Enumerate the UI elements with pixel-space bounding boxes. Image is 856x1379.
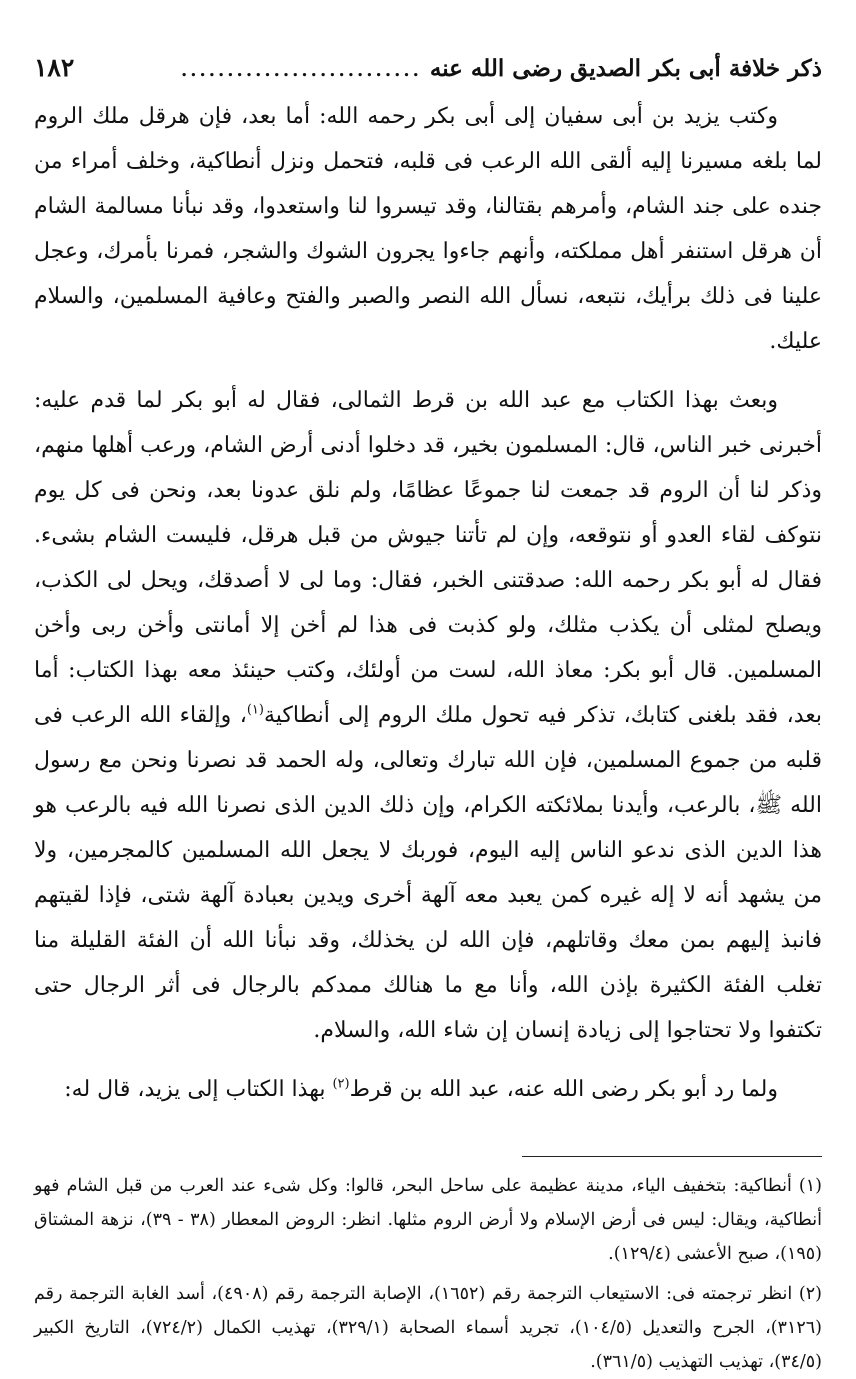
footnotes (34, 1169, 822, 1379)
paragraph-text: ولما رد أبو بكر رضى الله عنه، عبد الله بن قرط (349, 1077, 778, 1102)
paragraph-text: وبعث بهذا الكتاب مع عبد الله بن قرط الثمالى، فقال له أبو بكر لما قدم عليه: أخبرنى خبر الناس، قال: المسلمون بخير، قد دخلوا أدنى أرض الشام، ورعب أهلها منهم، وذكر لنا أن الروم قد جمعت لنا جموعًا عظامًا، ولم نلق عدونا بعد، ونحن فى كل يوم نتوكف لقاء العدو أو نتوقعه، وإن لم تأتنا جيوش من قبل هرقل، فليست الشام بشىء. فقال له أبو بكر رحمه الله: صدقتنى الخبر، فقال: وما لى لا أصدقك، ويحل لى الكذب، ويصلح لمثلى أن يكذب مثلك، ولو كذبت فى هذا لم أخن إلا أمانتى وأخن ربى وأخن المسلمين. قال أبو بكر: معاذ الله، لست من أولئك، وكتب حينئذ معه بهذا الكتاب: أما بعد، فقد بلغنى كتابك، تذكر فيه تحول ملك الروم إلى أنطاكية (34, 388, 823, 728)
paragraph-abu-bakr-reply (34, 378, 822, 1053)
footnote-ref-1: (١) (246, 702, 264, 718)
footnote-divider (522, 1156, 822, 1157)
book-page (34, 48, 823, 1372)
running-header (34, 48, 822, 88)
body-text (34, 94, 822, 1112)
paragraph-yazid-letter: وكتب يزيد بن أبى سفيان إلى أبى بكر رحمه الله: أما بعد، فإن هرقل ملك الروم لما بلغه مسيرنا إليه ألقى الله الرعب فى قلبه، فتحمل ونزل أنطاكية، وخلف أمراء من جنده على جند الشام، وأمرهم بقتالنا، وقد تيسروا لنا واستعدوا، وقد نبأنا مسالمة الشام أن هرقل استنفر أهل مملكته، وأنهم جاءوا يجرون الشوك والشجر، فمرنا بأمرك، وعجل علينا فى ذلك برأيك، نتبعه، نسأل الله النصر والصبر والفتح وعافية المسلمين، والسلام عليك. (34, 104, 822, 354)
paragraph-text: ، وإلقاء الله الرعب فى قلبه من جموع المسلمين، فإن الله تبارك وتعالى، وله الحمد قد نصرنا ونحن مع رسول الله ﷺ، بالرعب، وأيدنا بملائكته الكرام، وإن ذلك الدين الذى نصرنا الله فيه بالرعب هو هذا الدين الذى ندعو الناس إليه اليوم، فوربك لا يجعل الله المسلمين كالمجرمين، ولا من يشهد أنه لا إله غيره كمن يعبد معه آلهة أخرى ويدين بعبادة آلهة شتى، فإذا لقيتهم فانبذ إليهم بمن معك وقاتلهم، فإن الله لن يخذلك، وقد نبأنا الله أن الفئة القليلة منا تغلب الفئة الكثيرة بإذن الله، وأنا مع ما هنالك ممدكم بالرجال فى أثر الرجال حتى تكتفوا ولا تحتاجوا إلى زيادة إنسان إن شاء الله، والسلام. (34, 703, 822, 1043)
header-leader-dots: .......................... (180, 60, 422, 81)
paragraph-closing (34, 1067, 822, 1112)
header-title: ذكر خلافة أبى بكر الصديق رضى الله عنه (429, 55, 822, 82)
page-number: ١٨٢ (34, 53, 75, 82)
footnote-1: (١) أنطاكية: بتخفيف الياء، مدينة عظيمة على ساحل البحر، قالوا: وكل شىء عند العرب من قبل الشام فهو أنطاكية، ويقال: ليس فى أرض الإسلام ولا أرض الروم مثلها. انظر: الروض المعطار (٣٨ - ٣٩)، نزهة المشتاق (١٩٥)، صبح الأعشى (١٢٩/٤). (34, 1176, 823, 1264)
footnote-2: (٢) انظر ترجمته فى: الاستيعاب الترجمة رقم (١٦٥٢)، الإصابة الترجمة رقم (٤٩٠٨)، أسد الغابة الترجمة رقم (٣١٢٦)، الجرح والتعديل (١٠٤/٥)، تجريد أسماء الصحابة (٣٢٩/١)، تهذيب الكمال (٧٢٤/٢)، التاريخ الكبير (٣٤/٥)، تهذيب التهذيب (٣٦١/٥). (34, 1284, 822, 1372)
paragraph-text: بهذا الكتاب إلى يزيد، قال له: (64, 1077, 333, 1102)
footnote-ref-2: (٢) (332, 1076, 350, 1092)
